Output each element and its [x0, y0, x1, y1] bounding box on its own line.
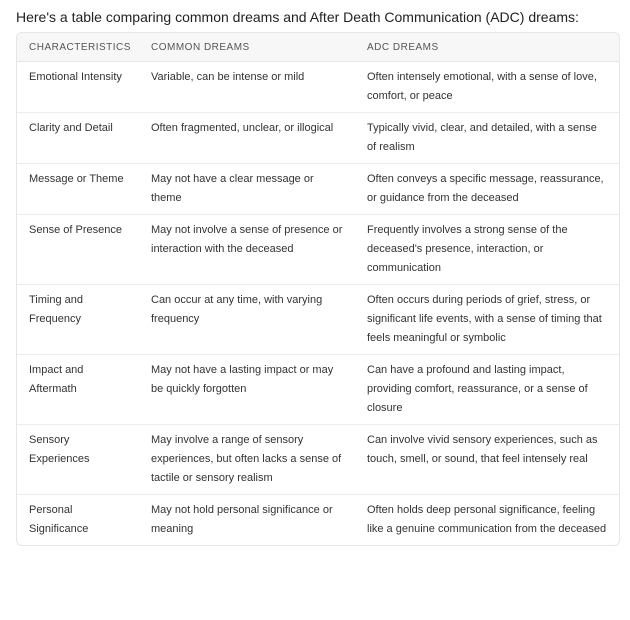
table-row [17, 355, 619, 425]
cell-characteristic: Message or Theme [17, 164, 139, 215]
intro-text: Here's a table comparing common dreams and After Death Communication (ADC) dreams: [16, 9, 579, 25]
header-characteristics: CHARACTERISTICS [17, 33, 139, 62]
table-row [17, 285, 619, 355]
cell-characteristic: Personal Significance [29, 504, 89, 535]
cell-adc-dream: Often holds deep personal significance, feeling like a genuine communication from the deceased [367, 504, 607, 535]
cell-characteristic: Sensory Experiences [17, 425, 139, 495]
table-header-row [17, 33, 619, 62]
table-row [17, 425, 619, 495]
cell-adc-dream: Typically vivid, clear, and detailed, with a sense of realism [355, 113, 619, 164]
table-row [17, 113, 619, 164]
cell-common-dream: Can occur at any time, with varying frequency [139, 285, 355, 355]
cell-adc-dream: Often intensely emotional, with a sense of love, comfort, or peace [355, 62, 619, 113]
header-common-dreams: COMMON DREAMS [139, 33, 355, 62]
cell-characteristic: Timing and Frequency [17, 285, 139, 355]
cell-common-dream: May not have a lasting impact or may be quickly forgotten [139, 355, 355, 425]
cell-characteristic: Sense of Presence [17, 215, 139, 285]
table-row [17, 495, 619, 546]
cell-characteristic: Emotional Intensity [17, 62, 139, 113]
cell-adc-dream: Often occurs during periods of grief, stress, or significant life events, with a sense of timing that feels meaningful or symbolic [355, 285, 619, 355]
table-row [17, 164, 619, 215]
table-row [17, 62, 619, 113]
cell-characteristic: Clarity and Detail [17, 113, 139, 164]
cell-characteristic: Impact and Aftermath [17, 355, 139, 425]
table-row [17, 215, 619, 285]
cell-common-dream: May not involve a sense of presence or interaction with the deceased [139, 215, 355, 285]
cell-common-dream: May involve a range of sensory experiences, but often lacks a sense of tactile or sensory realism [139, 425, 355, 495]
cell-adc-dream: Often conveys a specific message, reassurance, or guidance from the deceased [355, 164, 619, 215]
cell-adc-dream: Frequently involves a strong sense of the deceased's presence, interaction, or communication [355, 215, 619, 285]
cell-common-dream: Variable, can be intense or mild [139, 62, 355, 113]
cell-common-dream: May not hold personal significance or meaning [151, 504, 333, 535]
cell-common-dream: Often fragmented, unclear, or illogical [139, 113, 355, 164]
cell-adc-dream: Can involve vivid sensory experiences, such as touch, smell, or sound, that feel intensely real [355, 425, 619, 495]
comparison-table [16, 32, 620, 546]
header-adc-dreams: ADC DREAMS [355, 33, 619, 62]
cell-common-dream: May not have a clear message or theme [139, 164, 355, 215]
cell-adc-dream: Can have a profound and lasting impact, providing comfort, reassurance, or a sense of closure [355, 355, 619, 425]
